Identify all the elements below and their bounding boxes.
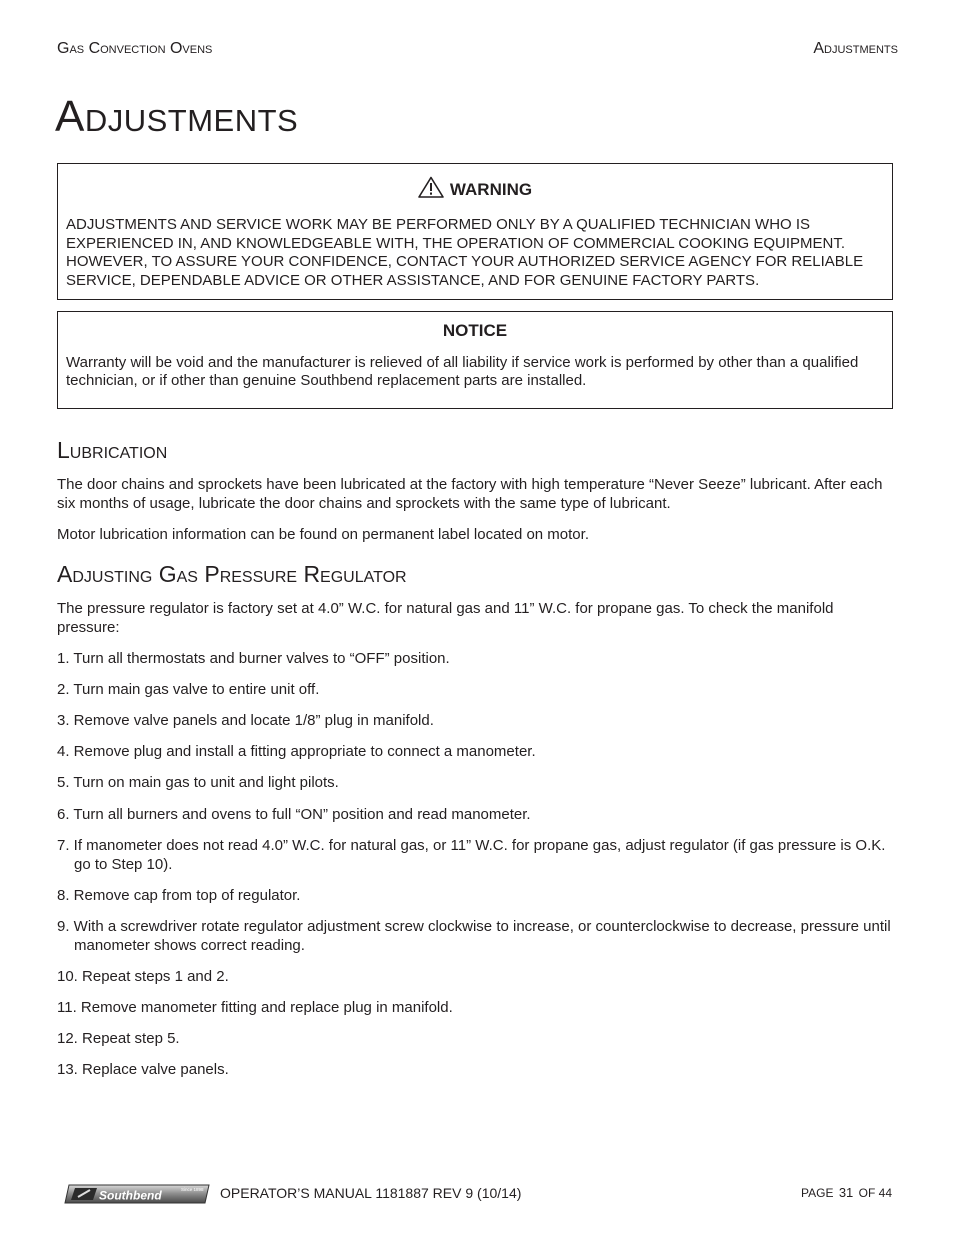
page-footer — [0, 1180, 954, 1210]
page-number — [801, 1185, 892, 1200]
warning-box — [57, 163, 893, 300]
svg-text:Southbend: Southbend — [99, 1188, 162, 1203]
page-total: OF 44 — [858, 1186, 892, 1200]
step-item: 1. Turn all thermostats and burner valves to “OFF” position. — [57, 650, 450, 667]
lubrication-paragraph: The door chains and sprockets have been lubricated at the factory with high temperature “Never Seeze” lubricant. After each six months of usage, lubricate the door chains and sprockets with the same type of lubricant. — [57, 476, 883, 512]
step-item: 9. With a screwdriver rotate regulator adjustment screw clockwise to increase, or counterclockwise to decrease, pressure until manometer shows correct reading. — [57, 918, 891, 954]
step-item: 8. Remove cap from top of regulator. — [57, 887, 301, 904]
manual-reference: OPERATOR’S MANUAL 1181887 REV 9 (10/14) — [220, 1185, 522, 1201]
step-item: 7. If manometer does not read 4.0” W.C. for natural gas, or 11” W.C. for propane gas, adjust regulator (if gas pressure is O.K. go to Step 10). — [57, 837, 886, 873]
step-item: 11. Remove manometer fitting and replace plug in manifold. — [57, 999, 453, 1016]
notice-title: NOTICE — [442, 321, 508, 340]
warning-body: ADJUSTMENTS AND SERVICE WORK MAY BE PERFORMED ONLY BY A QUALIFIED TECHNICIAN WHO IS EXPERIENCED IN, AND KNOWLEDGEABLE WITH, THE OPERATION OF COMMERCIAL COOKING EQUIPMENT. HOWEVER, TO ASSURE YOUR CONFIDENCE, CONTACT YOUR AUTHORIZED SERVICE AGENCY FOR RELIABLE SERVICE, DEPENDABLE ADVICE OR OTHER ASSISTANCE, AND FOR GENUINE FACTORY PARTS. — [66, 216, 864, 290]
southbend-logo — [63, 1183, 211, 1210]
running-header-right: Adjustments — [813, 40, 898, 57]
step-item: 12. Repeat step 5. — [57, 1030, 180, 1047]
regulator-intro: The pressure regulator is factory set at 4.0” W.C. for natural gas and 11” W.C. for propane gas. To check the manifold pressure: — [57, 600, 834, 636]
step-item: 6. Turn all burners and ovens to full “ON” position and read manometer. — [57, 806, 531, 823]
step-item: 10. Repeat steps 1 and 2. — [57, 968, 229, 985]
step-item: 3. Remove valve panels and locate 1/8” plug in manifold. — [57, 712, 434, 729]
step-item: 5. Turn on main gas to unit and light pilots. — [57, 774, 339, 791]
running-header-left: Gas Convection Ovens — [57, 40, 213, 57]
svg-text:Since 1898: Since 1898 — [181, 1187, 204, 1192]
step-item: 13. Replace valve panels. — [57, 1061, 229, 1078]
notice-body: Warranty will be void and the manufacturer is relieved of all liability if service work is performed by other than a qualified technician, or if other than genuine Southbend replacement parts are installed. — [66, 354, 859, 389]
warning-triangle-icon — [418, 176, 444, 203]
notice-box — [57, 311, 893, 409]
step-item: 4. Remove plug and install a fitting appropriate to connect a manometer. — [57, 743, 536, 760]
page-label: PAGE — [801, 1186, 834, 1200]
warning-title: WARNING — [449, 179, 533, 199]
step-item: 2. Turn main gas valve to entire unit off. — [57, 681, 320, 698]
lubrication-heading: Lubrication — [57, 437, 168, 463]
page-title: Adjustments — [55, 92, 299, 141]
warning-title-row — [58, 176, 892, 203]
page-number-value: 31 — [838, 1185, 854, 1200]
regulator-heading: Adjusting Gas Pressure Regulator — [57, 561, 407, 587]
lubrication-paragraph: Motor lubrication information can be found on permanent label located on motor. — [57, 526, 589, 543]
